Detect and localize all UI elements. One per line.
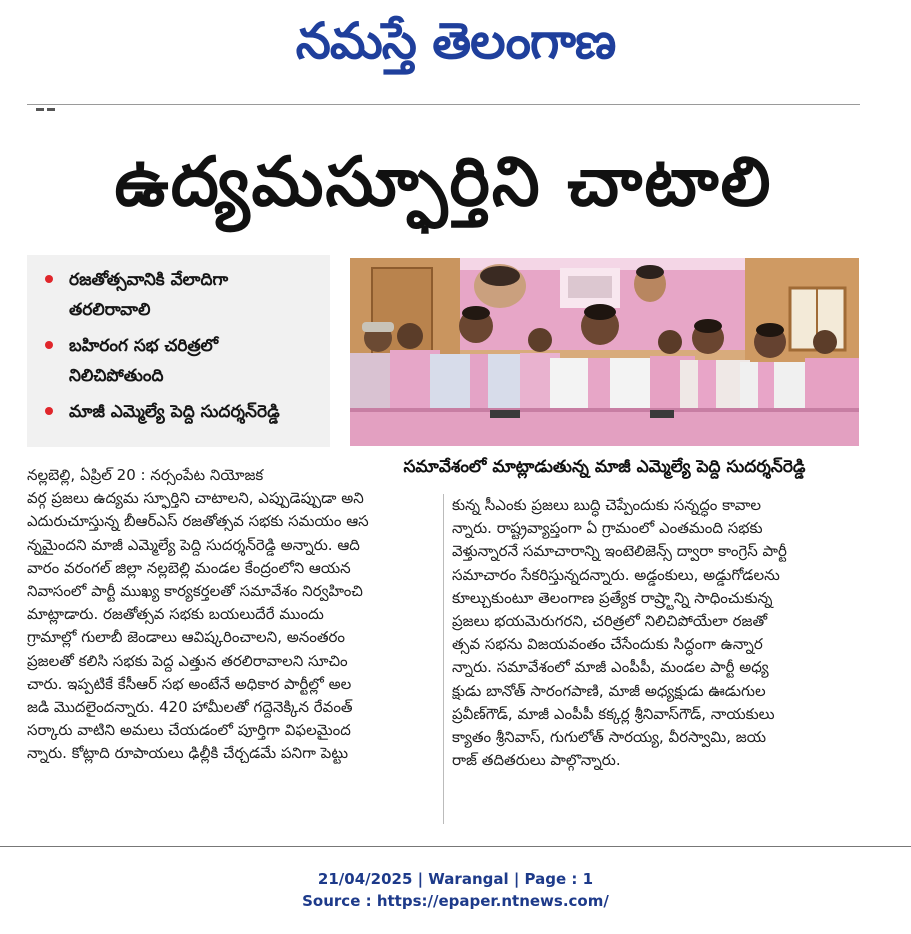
body-line: నల్లబెల్లి, ఏప్రిల్ 20 : నర్సంపేట నియోజక xyxy=(27,466,264,484)
article-headline: ఉద్యమస్ఫూర్తిని చాటాలి xyxy=(114,143,773,222)
body-line: కూల్చుకుంటూ తెలంగాణ ప్రత్యేక రాష్ర్టాన్ని సాధించుకున్న xyxy=(452,588,773,607)
highlight-text: బహిరంగ సభ చరిత్రలో xyxy=(69,336,219,356)
highlight-item xyxy=(45,265,320,325)
bullet-icon xyxy=(45,341,53,349)
highlight-item xyxy=(45,397,320,427)
bullet-icon xyxy=(45,275,53,283)
body-line: చారు. ఇప్పటికే కేసీఆర్ సభ అంటేనే అధికార పార్టీల్లో అల xyxy=(27,674,352,693)
highlight-item xyxy=(45,331,320,391)
photo-caption: సమావేశంలో మాట్లాడుతున్న మాజీ ఎమ్మెల్యే పెద్ది సుదర్శన్‌రెడ్డి xyxy=(403,457,806,477)
page-footer xyxy=(0,868,911,912)
body-line: త్సవ సభను విజయవంతం చేసేందుకు సిద్ధంగా ఉన్నార xyxy=(452,635,763,654)
body-line: సమాచారం సేకరిస్తున్నదన్నారు. అడ్డంకులు, అడ్డుగోడలను xyxy=(452,565,780,584)
body-line: న్నమైందని మాజీ ఎమ్మెల్యే పెద్ది సుదర్శన్‌రెడ్డి అన్నారు. ఆది xyxy=(27,535,360,554)
highlight-text: రజతోత్సవానికి వేలాదిగా xyxy=(69,270,229,290)
body-line: నివాసంలో పార్టీ ముఖ్య కార్యకర్తలతో సమావేశం నిర్వహించి xyxy=(27,582,363,601)
source-link[interactable]: Source : https://epaper.ntnews.com/ xyxy=(302,892,609,910)
newspaper-masthead: నమస్తే తెలంగాణ xyxy=(295,12,616,70)
body-line: ప్రవీణ్‌గౌడ్, మాజీ ఎంపీపీ కక్కర్ల శ్రీనివాస్‌గౌడ్, నాయకులు xyxy=(452,704,775,723)
body-line: సర్కారు వాటిని అమలు చేయడంలో పూర్తిగా విఫలమైంద xyxy=(27,721,351,740)
body-line: రాజ్ తదితరులు పాల్గొన్నారు. xyxy=(452,751,621,770)
body-line: ఎదురుచూస్తున్న బీఆర్‌ఎస్ రజతోత్సవ సభకు సమయం ఆస xyxy=(27,512,369,531)
body-line: క్షుడు బానోత్ సారంగపాణి, మాజీ అధ్యక్షుడు ఊడుగుల xyxy=(452,681,766,700)
body-line: న్నారు. కోట్లాది రూపాయలు ఢిల్లీకి చేర్చడమే పనిగా పెట్టు xyxy=(27,744,349,763)
highlights-box xyxy=(27,255,330,447)
page-marker xyxy=(36,96,76,102)
highlight-text: మాజీ ఎమ్మెల్యే పెద్ది సుదర్శన్‌రెడ్డి xyxy=(69,402,280,422)
bullet-icon xyxy=(45,407,53,415)
body-line: మాట్లాడారు. రజతోత్సవ సభకు బయలుదేరే ముందు xyxy=(27,605,324,624)
body-line: ప్రజలు భయమెరుగరని, చరిత్రలో నిలిచిపోయేలా రజతో xyxy=(452,612,768,631)
article-body-left-column xyxy=(27,464,438,766)
body-line: కున్న సీఎంకు ప్రజలు బుద్ధి చెప్పేందుకు సన్నద్ధం కావాల xyxy=(452,496,762,514)
body-line: గ్రామాల్లో గులాబీ జెండాలు ఆవిష్కరించాలని, అనంతరం xyxy=(27,628,346,647)
highlight-text: నిలిచిపోతుంది xyxy=(69,366,164,386)
body-line: వర్గ ప్రజలు ఉద్యమ స్ఫూర్తిని చాటాలని, ఎప్పుడెప్పుడా అని xyxy=(27,489,364,508)
body-line: న్నారు. సమావేశంలో మాజీ ఎంపీపీ, మండల పార్టీ అధ్య xyxy=(452,658,769,677)
body-line: వారం వరంగల్ జిల్లా నల్లబెల్లి మండల కేంద్రంలోని ఆయన xyxy=(27,558,351,577)
column-divider xyxy=(443,494,444,824)
footer-divider xyxy=(0,846,911,847)
body-line: ప్రజలతో కలిసి సభకు పెద్ద ఎత్తున తరలిరావాలని సూచిం xyxy=(27,651,348,670)
body-line: జడి మొదలైందన్నారు. 420 హామీలతో గద్దెనెక్కిన రేవంత్ xyxy=(27,698,353,717)
article-photo xyxy=(350,258,859,446)
article-body-right-column xyxy=(452,494,859,772)
body-line: క్యాతం శ్రీనివాస్, గుగులోత్ సారయ్య, వీరస్వామి, జయ xyxy=(452,728,767,747)
header-divider xyxy=(27,104,860,105)
highlight-text: తరలిరావాలి xyxy=(69,300,151,320)
edition-info: 21/04/2025 | Warangal | Page : 1 xyxy=(317,870,594,888)
body-line: న్నారు. రాష్ట్రవ్యాప్తంగా ఏ గ్రామంలో ఎంతమంది సభకు xyxy=(452,519,763,538)
body-line: వెళ్తున్నారనే సమాచారాన్ని ఇంటెలిజెన్స్ ద్వారా కాంగ్రెస్ పార్టీ xyxy=(452,542,787,561)
